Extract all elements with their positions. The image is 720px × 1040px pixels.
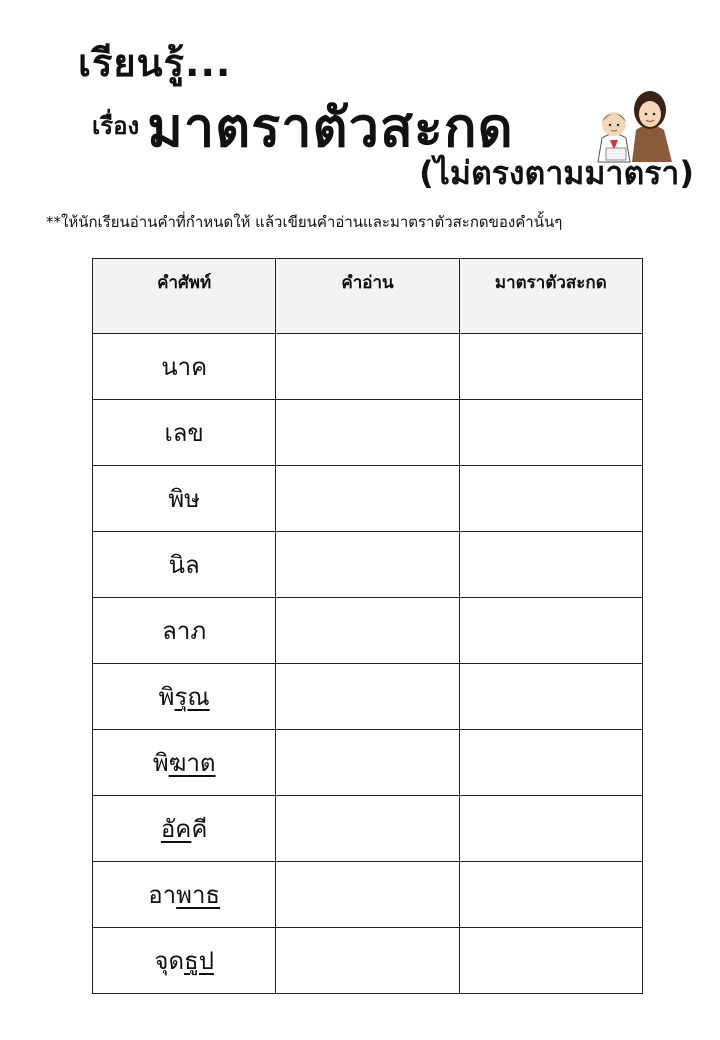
reading-answer-cell[interactable]: [276, 730, 459, 796]
word-part-under: อัค: [160, 815, 192, 843]
title-line1: เรียนรู้...: [78, 41, 232, 85]
table-row: [93, 928, 643, 994]
word-part-under: รุณ: [174, 683, 210, 711]
reading-answer-cell[interactable]: [276, 334, 459, 400]
vocabulary-table: [92, 258, 643, 994]
reading-answer-cell[interactable]: [276, 532, 459, 598]
final-consonant-answer-cell[interactable]: [459, 730, 642, 796]
word-part-under: ธูป: [184, 947, 214, 975]
word-cell: [93, 862, 276, 928]
word-part-pre: ลาภ: [162, 617, 207, 645]
word-part-pre: อา: [148, 881, 177, 909]
word-cell: [93, 796, 276, 862]
table-row: [93, 598, 643, 664]
word-cell: [93, 598, 276, 664]
word-cell: [93, 730, 276, 796]
header-reading: คำอ่าน: [276, 259, 459, 334]
word-cell: [93, 466, 276, 532]
final-consonant-answer-cell[interactable]: [459, 664, 642, 730]
table-row: [93, 862, 643, 928]
final-consonant-answer-cell[interactable]: [459, 928, 642, 994]
table-row: [93, 796, 643, 862]
word-part-under: ฆาต: [168, 749, 216, 777]
title-main: มาตราตัวสะกด: [147, 96, 514, 159]
header-final-consonant: มาตราตัวสะกด: [459, 259, 642, 334]
reading-answer-cell[interactable]: [276, 862, 459, 928]
reading-answer-cell[interactable]: [276, 796, 459, 862]
word-part-pre: นิล: [168, 551, 200, 579]
word-part-pre: พิ: [152, 749, 169, 777]
word-part-pre: เลข: [164, 419, 204, 447]
table-body: [93, 334, 643, 994]
table-row: [93, 664, 643, 730]
final-consonant-answer-cell[interactable]: [459, 532, 642, 598]
word-part-pre: นาค: [161, 353, 208, 381]
reading-answer-cell[interactable]: [276, 466, 459, 532]
word-part-pre: พิษ: [168, 485, 200, 513]
final-consonant-answer-cell[interactable]: [459, 400, 642, 466]
table-row: [93, 334, 643, 400]
word-cell: [93, 928, 276, 994]
word-part-pre: จุด: [154, 947, 185, 975]
final-consonant-answer-cell[interactable]: [459, 862, 642, 928]
reading-answer-cell[interactable]: [276, 598, 459, 664]
table-header-row: [93, 259, 643, 334]
word-cell: [93, 400, 276, 466]
word-cell: [93, 532, 276, 598]
table-row: [93, 730, 643, 796]
instruction-text: **ให้นักเรียนอ่านคำที่กำหนดให้ แล้วเขียนคำอ่านและมาตราตัวสะกดของคำนั้นๆ: [46, 213, 563, 231]
reading-answer-cell[interactable]: [276, 928, 459, 994]
final-consonant-answer-cell[interactable]: [459, 796, 642, 862]
word-cell: [93, 334, 276, 400]
reading-answer-cell[interactable]: [276, 400, 459, 466]
final-consonant-answer-cell[interactable]: [459, 466, 642, 532]
title-prefix: เรื่อง: [92, 112, 140, 140]
word-cell: [93, 664, 276, 730]
table-row: [93, 532, 643, 598]
table-row: [93, 400, 643, 466]
word-part-pre: พิ: [158, 683, 175, 711]
title-subtitle: (ไม่ตรงตามมาตรา): [419, 154, 694, 192]
reading-answer-cell[interactable]: [276, 664, 459, 730]
final-consonant-answer-cell[interactable]: [459, 334, 642, 400]
header-word: คำศัพท์: [93, 259, 276, 334]
word-part-under: พาธ: [176, 881, 221, 909]
word-part-post: คี: [191, 815, 208, 843]
final-consonant-answer-cell[interactable]: [459, 598, 642, 664]
table-row: [93, 466, 643, 532]
